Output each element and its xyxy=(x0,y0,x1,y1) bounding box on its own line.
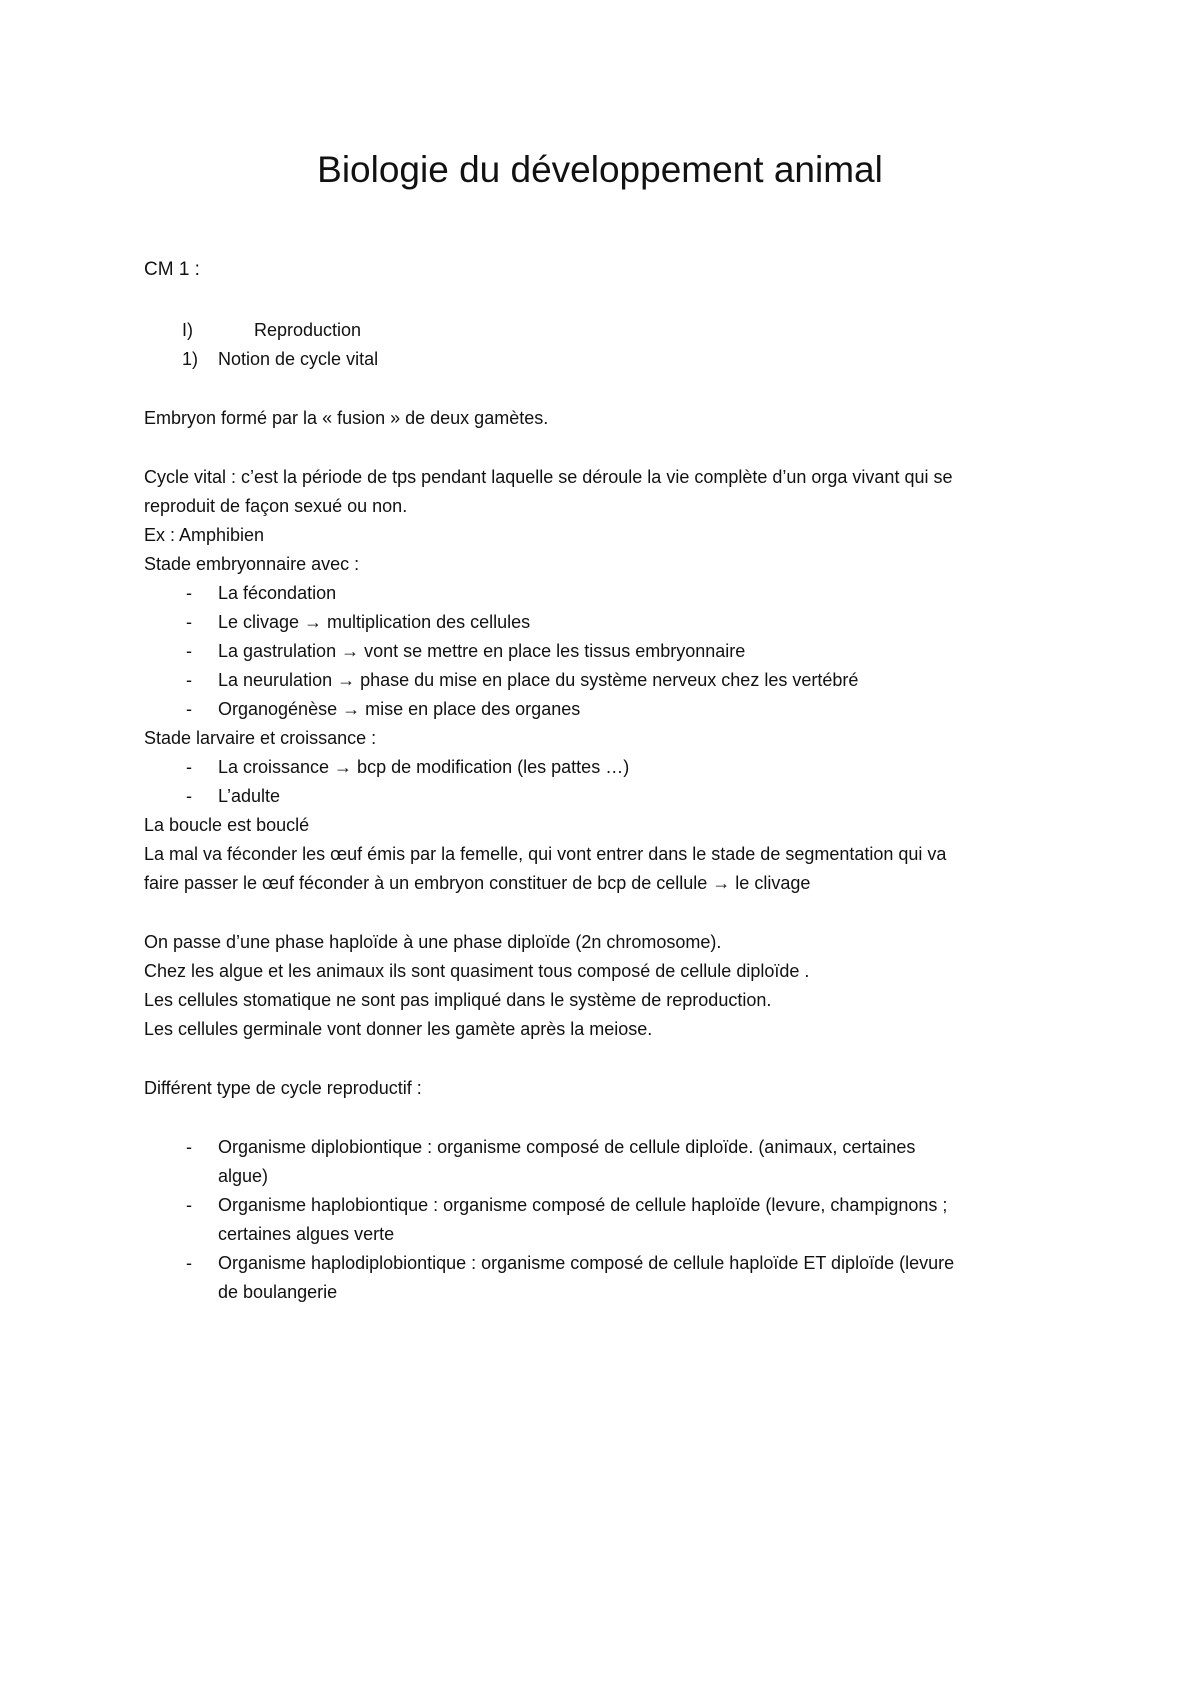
list-item-line: algue) xyxy=(218,1166,269,1186)
list-item: La neurulation → phase du mise en place du système nerveux chez les vertébré xyxy=(218,670,859,690)
list-bullet: - xyxy=(186,1137,192,1157)
section-label: Reproduction xyxy=(254,320,362,340)
paragraph-male-line-1: La mal va féconder les œuf émis par la femelle, qui vont entrer dans le stade de segmentation qui va xyxy=(144,844,947,864)
list-item: La fécondation xyxy=(218,583,337,603)
list-item: Le clivage → multiplication des cellules xyxy=(218,612,531,632)
list-bullet: - xyxy=(186,583,192,603)
list-bullet: - xyxy=(186,757,192,777)
list-item-line: Organisme diplobiontique : organisme composé de cellule diploïde. (animaux, certaines xyxy=(218,1137,916,1157)
list-bullet: - xyxy=(186,1195,192,1215)
paragraph-diploide: Chez les algue et les animaux ils sont quasiment tous composé de cellule diploïde . xyxy=(144,961,810,981)
list-bullet: - xyxy=(186,786,192,806)
paragraph-haploide: On passe d’une phase haploïde à une phase diploïde (2n chromosome). xyxy=(144,932,722,952)
list-item: La gastrulation → vont se mettre en place les tissus embryonnaire xyxy=(218,641,746,661)
stade-embryonnaire-heading: Stade embryonnaire avec : xyxy=(144,554,360,574)
list-bullet: - xyxy=(186,699,192,719)
list-bullet: - xyxy=(186,641,192,661)
list-item: L’adulte xyxy=(218,786,281,806)
document-title: Biologie du développement animal xyxy=(317,149,883,190)
paragraph-stomatique: Les cellules stomatique ne sont pas impliqué dans le système de reproduction. xyxy=(144,990,772,1010)
paragraph-boucle: La boucle est bouclé xyxy=(144,815,310,835)
list-bullet: - xyxy=(186,670,192,690)
list-item-line: certaines algues verte xyxy=(218,1224,395,1244)
cm-heading: CM 1 : xyxy=(144,259,200,280)
types-heading: Différent type de cycle reproductif : xyxy=(144,1078,422,1098)
paragraph-cycle-vital-line-1: Cycle vital : c’est la période de tps pendant laquelle se déroule la vie complète d’un orga vivant qui se xyxy=(144,467,953,487)
list-item-line: de boulangerie xyxy=(218,1282,338,1302)
paragraph-embryon: Embryon formé par la « fusion » de deux gamètes. xyxy=(144,408,549,428)
paragraph-germinale: Les cellules germinale vont donner les gamète après la meiose. xyxy=(144,1019,653,1039)
list-item: Organogénèse → mise en place des organes xyxy=(218,699,581,719)
paragraph-male-line-2: faire passer le œuf féconder à un embryon constituer de bcp de cellule → le clivage xyxy=(144,873,811,893)
paragraph-cycle-vital-line-2: reproduit de façon sexué ou non. xyxy=(144,496,408,516)
list-item-line: Organisme haplobiontique : organisme composé de cellule haploïde (levure, champignons ; xyxy=(218,1195,948,1215)
section-marker: I) xyxy=(182,320,193,340)
subsection-marker: 1) xyxy=(182,349,199,369)
subsection-label: Notion de cycle vital xyxy=(218,349,379,369)
stade-larvaire-heading: Stade larvaire et croissance : xyxy=(144,728,377,748)
list-bullet: - xyxy=(186,1253,192,1273)
list-item-line: Organisme haplodiplobiontique : organisme composé de cellule haploïde ET diploïde (levure xyxy=(218,1253,955,1273)
list-bullet: - xyxy=(186,612,192,632)
example-line: Ex : Amphibien xyxy=(144,525,265,545)
list-item: La croissance → bcp de modification (les pattes …) xyxy=(218,757,630,777)
